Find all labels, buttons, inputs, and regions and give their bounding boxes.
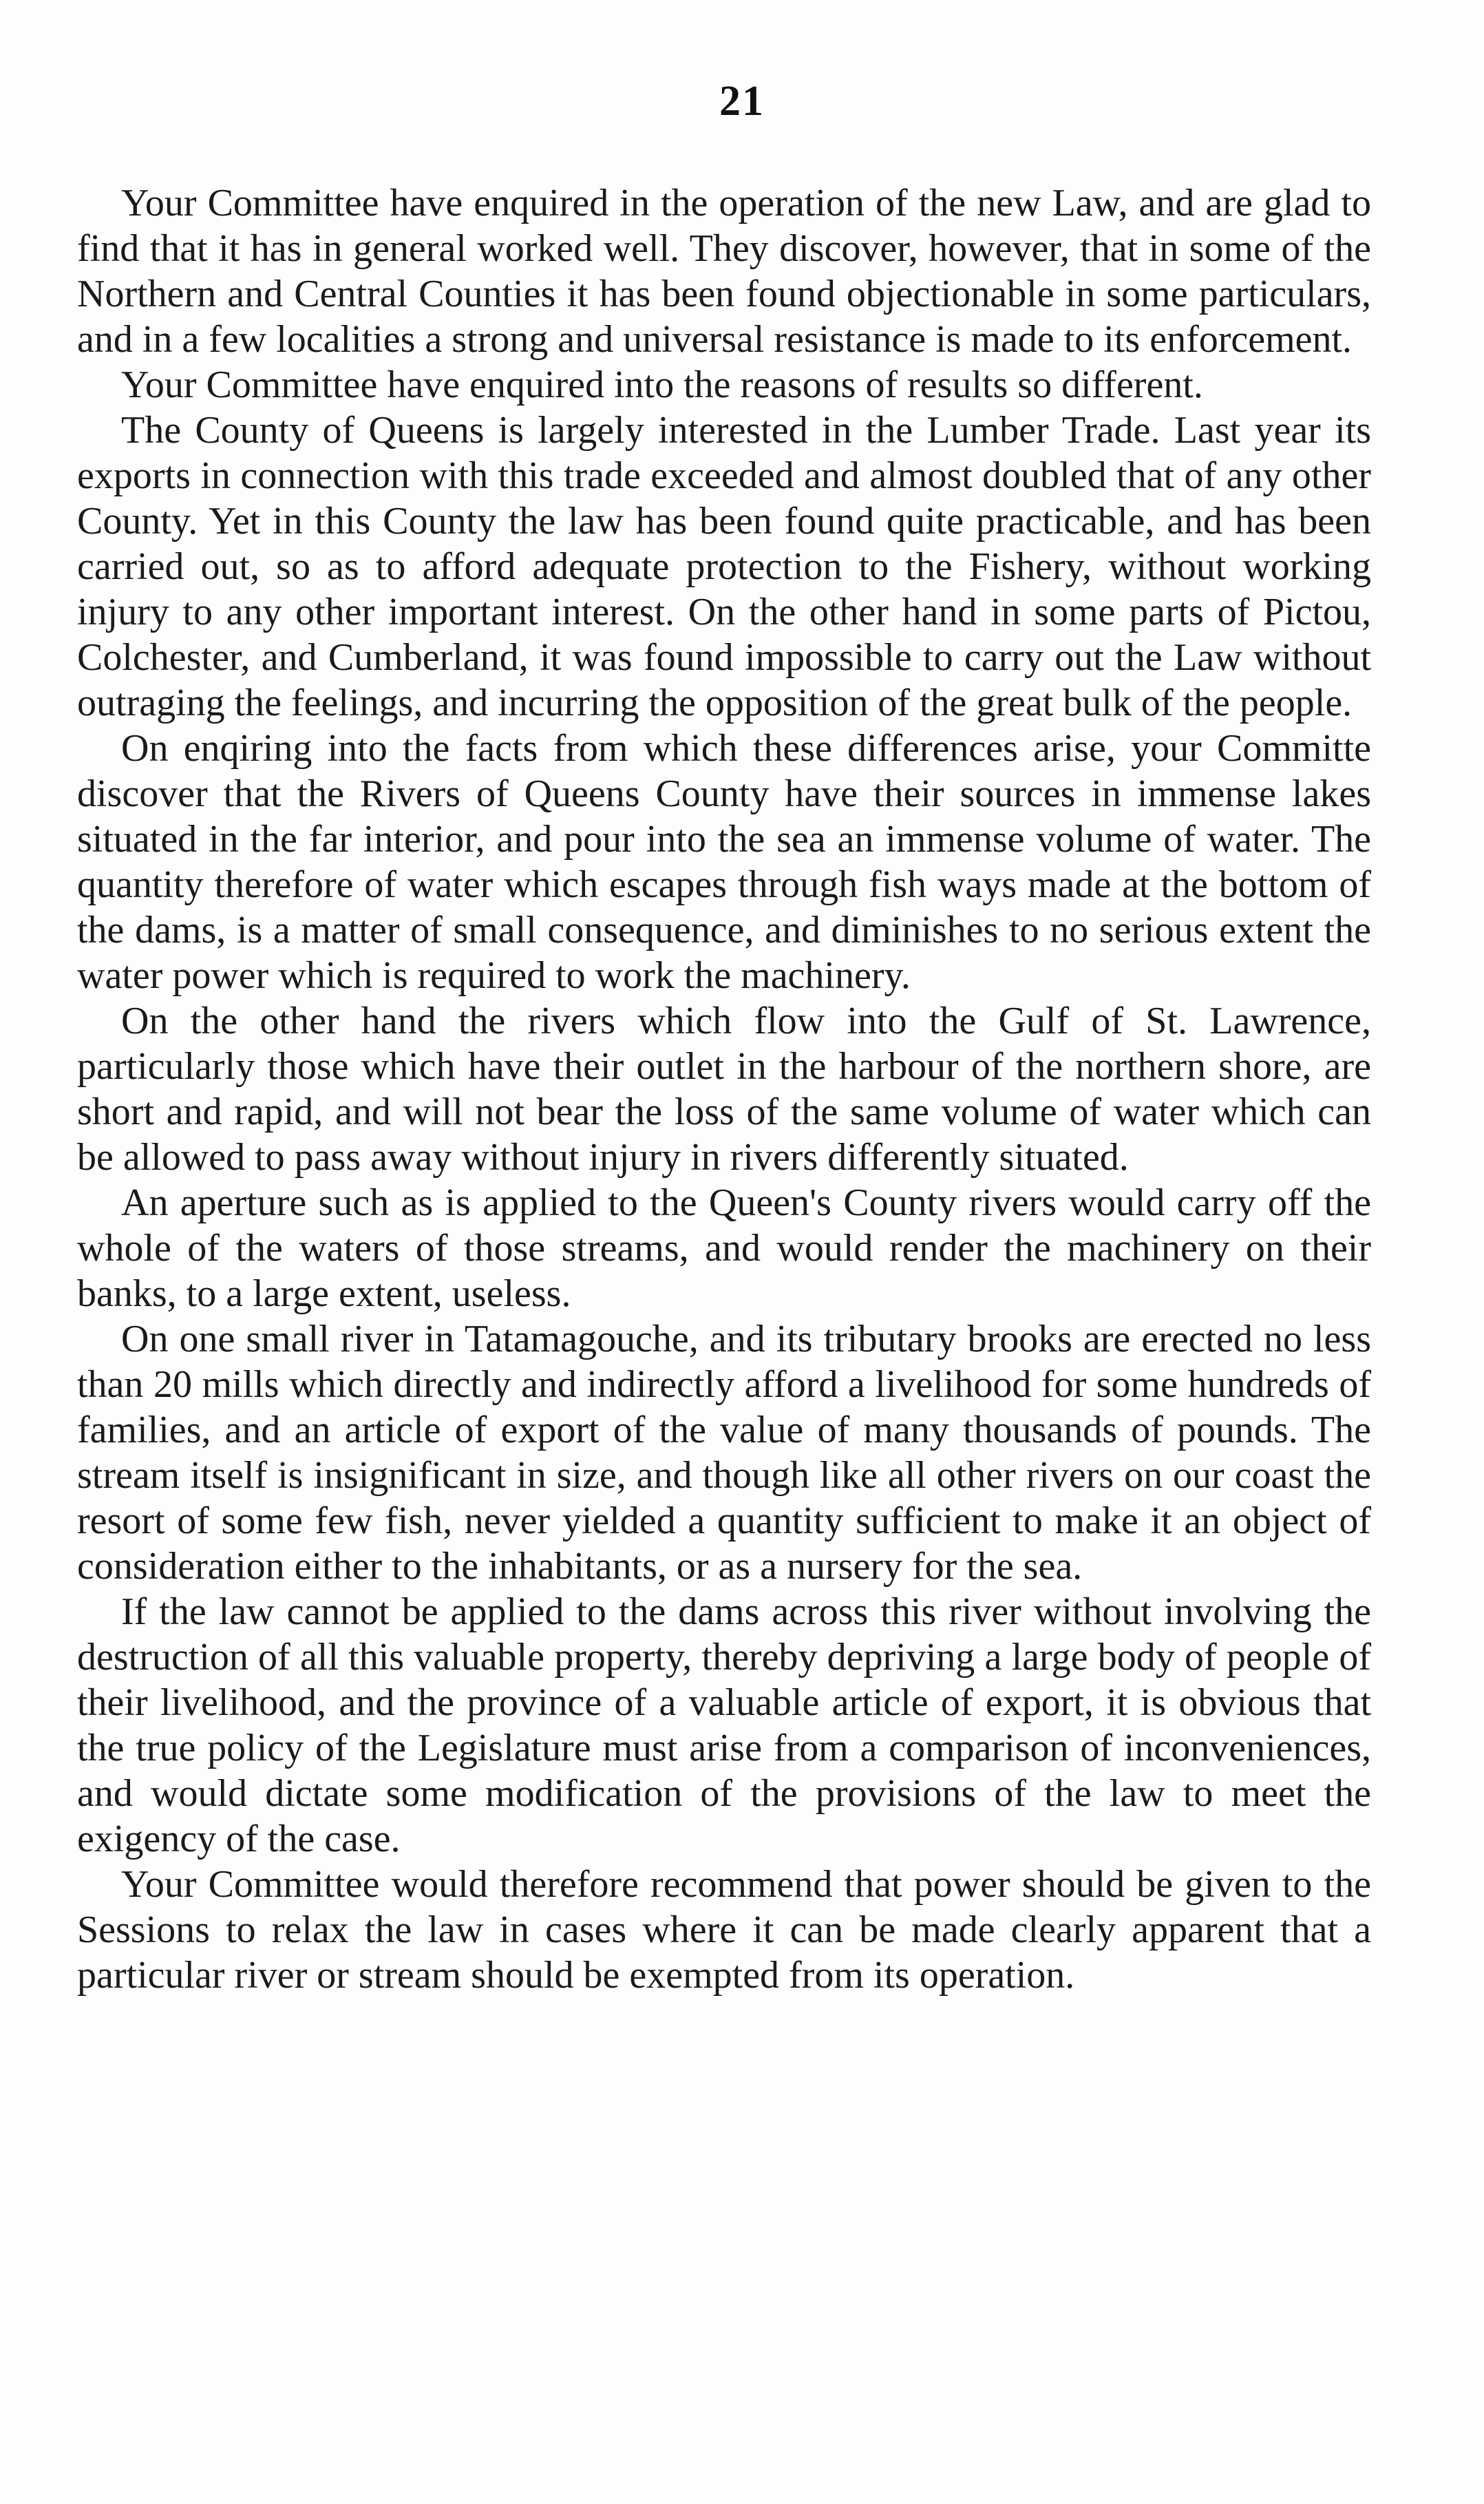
paragraph: Your Committee would therefore recommend that power should be given to the Sessions to relax the law in cases where it can be made clearly apparent that a particular river or stream should be exempted from its operation. [77, 1863, 1371, 1997]
body-text [77, 180, 1371, 1998]
paragraph: On enqiring into the facts from which these differences arise, your Committe discover that the Rivers of Queens County have their sources in immense lakes situated in the far interior, and pour into the sea an immense volume of water. The quantity therefore of water which escapes through fish ways made at the bottom of the dams, is a matter of small consequence, and diminishes to no serious extent the water power which is required to work the machinery. [77, 727, 1371, 997]
paragraph: On one small river in Tatamagouche, and its tributary brooks are erected no less than 20 mills which directly and indirectly afford a livelihood for some hundreds of families, and an article of export of the value of many thousands of pounds. The stream itself is insignificant in size, and though like all other rivers on our coast the resort of some few fish, never yielded a quantity sufficient to make it an object of consideration either to the inhabitants, or as a nursery for the sea. [77, 1318, 1371, 1588]
paragraph: An aperture such as is applied to the Queen's County rivers would carry off the whole of the waters of those streams, and would render the machinery on their banks, to a large extent, useless. [77, 1181, 1371, 1315]
paragraph: Your Committee have enquired into the reasons of results so different. [121, 364, 1203, 406]
paragraph: Your Committee have enquired in the operation of the new Law, and are glad to find that it has in general worked well. They discover, however, that in some of the Northern and Central Counties it has been found objectionable in some particulars, and in a few localities a strong and universal resistance is made to its enforcement. [77, 182, 1371, 361]
paragraph: On the other hand the rivers which flow into the Gulf of St. Lawrence, particularly those which have their outlet in the harbour of the northern shore, are short and rapid, and will not bear the loss of the same volume of water which can be allowed to pass away without injury in rivers differently situated. [77, 1000, 1371, 1179]
paragraph: If the law cannot be applied to the dams across this river without involving the destruction of all this valuable property, thereby depriving a large body of people of their livelihood, and the province of a valuable article of export, it is obvious that the true policy of the Legislature must arise from a comparison of inconveniences, and would dictate some modification of the provisions of the law to meet the exigency of the case. [77, 1590, 1371, 1860]
page-number: 21 [719, 78, 765, 125]
paragraph: The County of Queens is largely interested in the Lumber Trade. Last year its exports in connection with this trade exceeded and almost doubled that of any other County. Yet in this County the law has been found quite practicable, and has been carried out, so as to afford adequate protection to the Fishery, without working injury to any other important interest. On the other hand in some parts of Pictou, Colchester, and Cumberland, it was found impossible to carry out the Law without outraging the feelings, and incurring the opposition of the great bulk of the people. [77, 409, 1371, 724]
